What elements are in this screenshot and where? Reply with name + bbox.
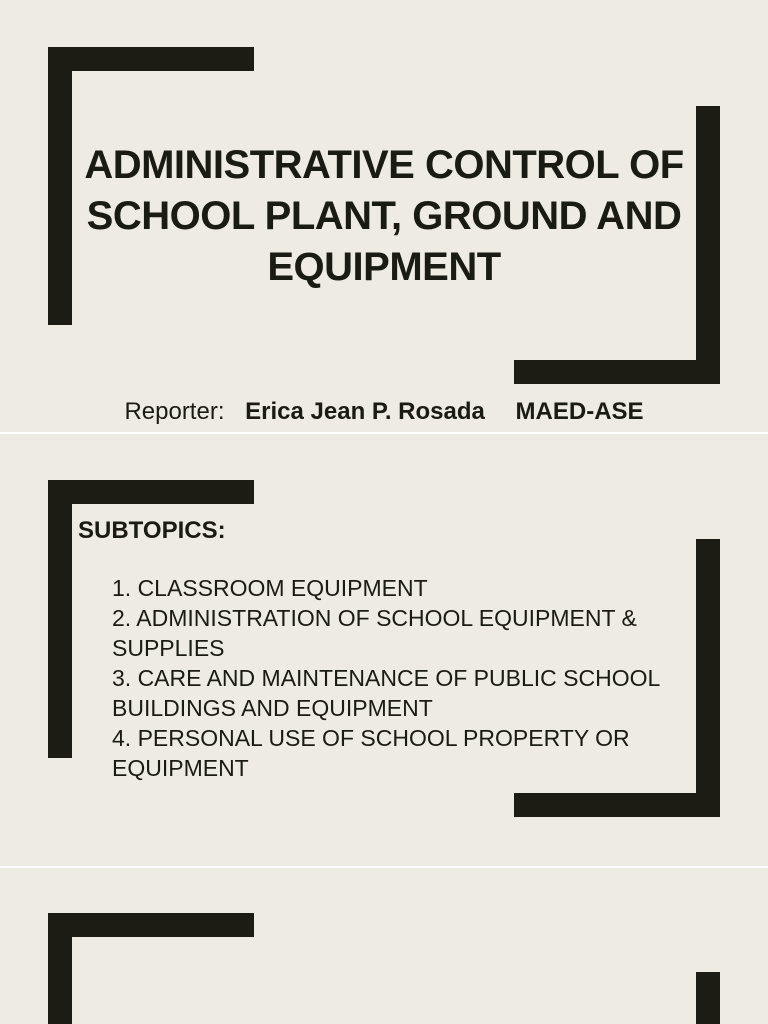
bracket-bottom-right-horizontal (514, 360, 720, 384)
third-slide-partial (0, 868, 768, 1024)
reporter-label: Reporter: (124, 398, 225, 425)
list-item: 4. PERSONAL USE OF SCHOOL PROPERTY OR EQUIPMENT (112, 725, 630, 781)
bracket-top-left-vertical (48, 480, 72, 758)
list-item: 2. ADMINISTRATION OF SCHOOL EQUIPMENT & SUPPLIES (112, 605, 637, 661)
bracket-top-left-horizontal (48, 913, 254, 937)
reporter-program: MAED-ASE (515, 398, 644, 425)
list-item: 1. CLASSROOM EQUIPMENT (112, 575, 428, 601)
subtopics-slide (0, 434, 768, 866)
bracket-bottom-right-horizontal (514, 793, 720, 817)
subtopics-list (112, 573, 702, 783)
list-item: 3. CARE AND MAINTENANCE OF PUBLIC SCHOOL BUILDINGS AND EQUIPMENT (112, 665, 660, 721)
reporter-line (0, 396, 768, 428)
bracket-top-left-horizontal (48, 480, 254, 504)
bracket-bottom-right-vertical (696, 972, 720, 1024)
subtopics-heading: SUBTOPICS: (78, 517, 226, 544)
reporter-name: Erica Jean P. Rosada (245, 398, 485, 425)
bracket-top-left-horizontal (48, 47, 254, 71)
bracket-top-left-vertical (48, 913, 72, 1024)
title-slide (0, 0, 768, 432)
slide-title: ADMINISTRATIVE CONTROL OF SCHOOL PLANT, GROUND AND EQUIPMENT (84, 143, 684, 289)
